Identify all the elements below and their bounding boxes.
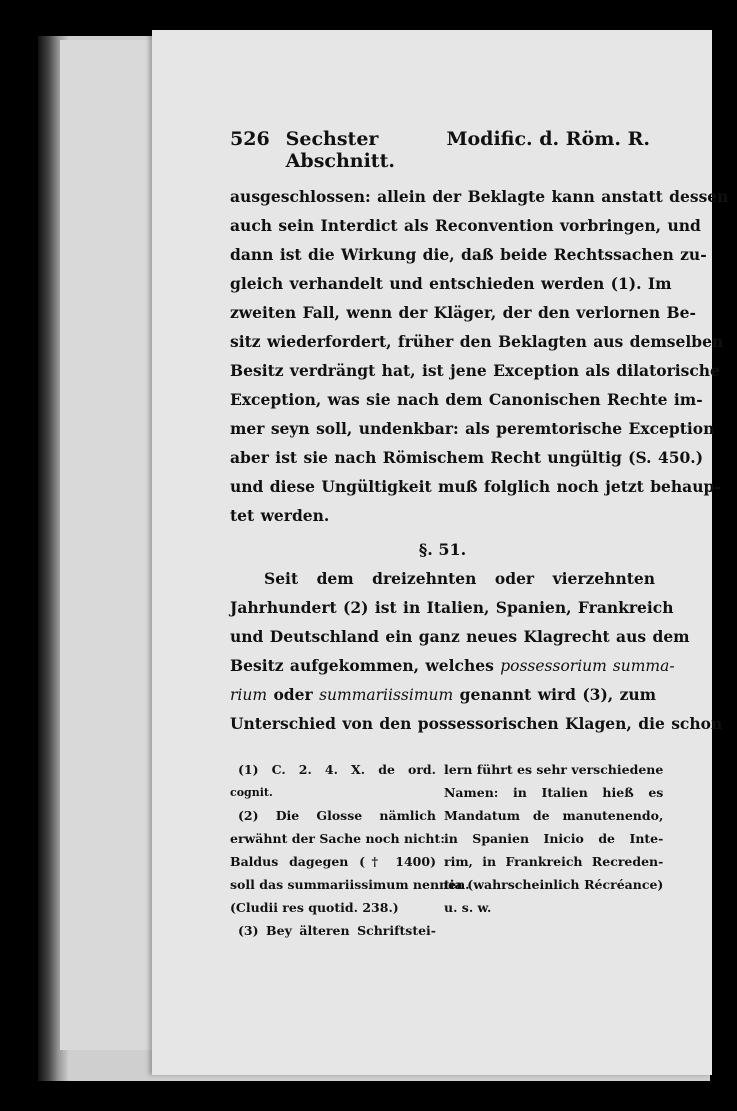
page-number: 526: [230, 128, 270, 150]
footnote-line: soll das summariissimum nennen.: [230, 877, 470, 892]
footnote-line: lern führt es sehr verschiedene: [444, 762, 664, 777]
paragraph-1: [230, 182, 729, 530]
text-run: genannt wird (3), zum: [453, 685, 657, 704]
footnote-line: rim, in Frankreich Recreden-: [444, 854, 664, 869]
text-line: Seit dem dreizehnten oder vierzehnten: [264, 569, 655, 588]
chapter-subtitle: Modific. d. Röm. R.: [446, 128, 650, 150]
text-line: dann ist die Wirkung die, daß beide Rechtssachen zu-: [230, 245, 707, 264]
text-line: und diese Ungültigkeit muß folglich noch jetzt behaup-: [230, 477, 721, 496]
text-line: Besitz verdrängt hat, ist jene Exception als dilatorische: [230, 361, 720, 380]
text-line: ausgeschlossen: allein der Beklagte kann anstatt dessen: [230, 187, 729, 206]
footnote-line: Baldus dagegen († 1400): [230, 854, 436, 869]
running-head: [230, 128, 650, 172]
footnote-column-right: [436, 758, 663, 942]
latin-term: rium: [230, 686, 268, 704]
text-line: aber ist sie nach Römischem Recht ungültig (S. 450.): [230, 448, 704, 467]
footnote-line: cognit.: [230, 786, 273, 799]
footnote-line: erwähnt der Sache noch nicht:: [230, 831, 445, 846]
footnote-line: (2) Die Glosse nämlich: [238, 808, 436, 823]
text-line: sitz wiederfordert, früher den Beklagten aus demselben: [230, 332, 724, 351]
footnote-line: Mandatum de manutenendo,: [444, 808, 664, 823]
text-line: mer seyn soll, undenkbar: als peremtorische Exception: [230, 419, 715, 438]
chapter-title: Sechster Abschnitt.: [285, 128, 395, 172]
text-line: [230, 680, 655, 709]
text-line: Jahrhundert (2) ist in Italien, Spanien, Frankreich: [230, 598, 674, 617]
page-content: [230, 128, 729, 738]
footnote-line: (3) Bey älteren Schriftstei-: [238, 923, 436, 938]
text-line: gleich verhandelt und entschieden werden (1). Im: [230, 274, 672, 293]
footnote-line: (1) C. 2. 4. X. de ord.: [238, 762, 436, 777]
text-line: auch sein Interdict als Reconvention vorbringen, und: [230, 216, 701, 235]
footnote-line: in Spanien Inicio de Inte-: [444, 831, 664, 846]
latin-term: summariissimum: [319, 686, 454, 704]
footnote-line: (Cludii res quotid. 238.): [230, 900, 399, 915]
section-heading: §. 51.: [418, 540, 467, 559]
text-run: oder: [267, 685, 320, 704]
footnotes: [230, 758, 664, 942]
latin-term: possessorium summa-: [500, 657, 675, 675]
text-line: und Deutschland ein ganz neues Klagrecht aus dem: [230, 627, 690, 646]
text-line: Exception, was sie nach dem Canonischen Rechte im-: [230, 390, 703, 409]
footnote-line: tia (wahrscheinlich Récréance): [444, 877, 664, 892]
text-run: Besitz aufgekommen, welches: [230, 656, 501, 675]
text-line: [230, 651, 675, 680]
text-line: zweiten Fall, wenn der Kläger, der den verlornen Be-: [230, 303, 696, 322]
text-line: Unterschied von den possessorischen Klagen, die schon: [230, 714, 723, 733]
footnote-line: Namen: in Italien hieß es: [444, 785, 664, 800]
footnote-line: u. s. w.: [444, 900, 492, 915]
text-line: tet werden.: [230, 506, 330, 525]
paragraph-2: [230, 564, 723, 738]
